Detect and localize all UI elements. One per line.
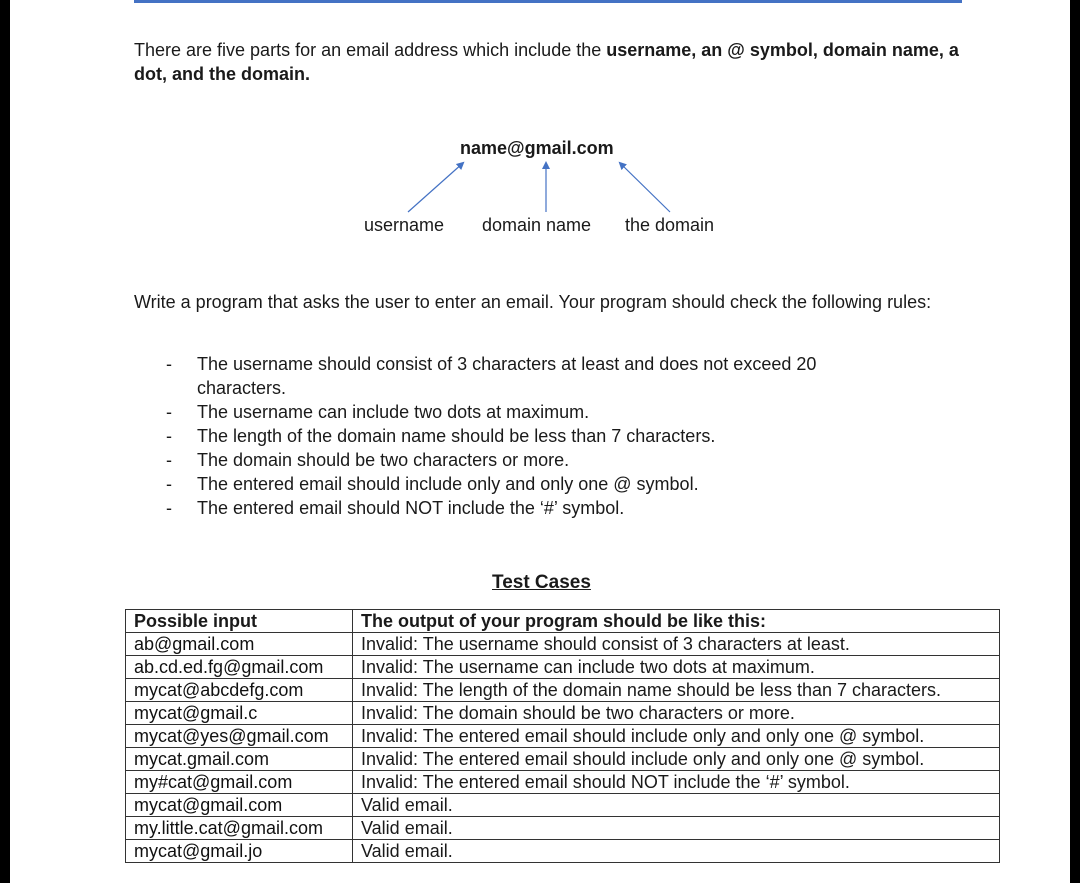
table-row: [126, 633, 1000, 656]
table-row: [126, 840, 1000, 863]
test-cases-title: Test Cases: [492, 572, 591, 593]
task-paragraph: Write a program that asks the user to enter an email. Your program should check the following rules:: [134, 292, 932, 312]
output-cell: Valid email.: [353, 794, 1000, 817]
header-rule: [134, 0, 962, 3]
input-cell: my.little.cat@gmail.com: [126, 817, 353, 840]
rule-text: The username can include two dots at maximum.: [197, 402, 590, 422]
rule-bullet: -: [166, 474, 172, 494]
table-header-row: [126, 610, 1000, 633]
output-cell: Invalid: The username should consist of 3 characters at least.: [353, 633, 1000, 656]
label-username: username: [364, 215, 445, 235]
input-cell: ab@gmail.com: [126, 633, 353, 656]
rule-item: [160, 400, 880, 424]
table-row: [126, 679, 1000, 702]
header-program-output: The output of your program should be like this:: [353, 610, 1000, 633]
rule-bullet: -: [166, 354, 172, 374]
table-row: [126, 817, 1000, 840]
right-border: [1070, 0, 1080, 883]
output-cell: Invalid: The username can include two dots at maximum.: [353, 656, 1000, 679]
table-row: [126, 771, 1000, 794]
rule-text: The length of the domain name should be less than 7 characters.: [197, 426, 716, 446]
intro-bold-parts: username, an @ symbol, domain name, a dot, and the domain.: [134, 40, 959, 84]
output-cell: Valid email.: [353, 840, 1000, 863]
rule-text: The entered email should include only and only one @ symbol.: [197, 474, 699, 494]
output-cell: Invalid: The entered email should NOT include the ‘#’ symbol.: [353, 771, 1000, 794]
input-cell: mycat@gmail.com: [126, 794, 353, 817]
input-cell: ab.cd.ed.fg@gmail.com: [126, 656, 353, 679]
output-cell: Valid email.: [353, 817, 1000, 840]
rule-text: The entered email should NOT include the ‘#’ symbol.: [197, 498, 625, 518]
output-cell: Invalid: The entered email should include only and only one @ symbol.: [353, 748, 1000, 771]
intro-text: There are five parts for an email address which include the: [134, 40, 607, 60]
output-cell: Invalid: The length of the domain name should be less than 7 characters.: [353, 679, 1000, 702]
table-row: [126, 702, 1000, 725]
input-cell: mycat@gmail.jo: [126, 840, 353, 863]
intro-paragraph: [134, 38, 964, 86]
rule-bullet: -: [166, 450, 172, 470]
output-cell: Invalid: The domain should be two characters or more.: [353, 702, 1000, 725]
rule-bullet: -: [166, 498, 172, 518]
input-cell: mycat@abcdefg.com: [126, 679, 353, 702]
rule-bullet: -: [166, 426, 172, 446]
rule-item: [160, 472, 880, 496]
label-the-domain: the domain: [625, 215, 715, 235]
arrow-the-domain: [620, 163, 670, 212]
test-cases-table: [125, 609, 1000, 863]
input-cell: mycat@gmail.c: [126, 702, 353, 725]
rule-text: The username should consist of 3 characters at least and does not exceed 20 characters.: [197, 354, 817, 398]
header-possible-input: Possible input: [126, 610, 353, 633]
input-cell: my#cat@gmail.com: [126, 771, 353, 794]
table-row: [126, 748, 1000, 771]
arrow-username: [408, 163, 463, 212]
table-row: [126, 656, 1000, 679]
rule-item: [160, 448, 880, 472]
rules-list: [160, 352, 880, 520]
rule-item: [160, 352, 880, 400]
left-border: [0, 0, 10, 883]
table-row: [126, 794, 1000, 817]
rule-text: The domain should be two characters or more.: [197, 450, 570, 470]
output-cell: Invalid: The entered email should include only and only one @ symbol.: [353, 725, 1000, 748]
rule-bullet: -: [166, 402, 172, 422]
label-domain-name: domain name: [482, 215, 592, 235]
rule-item: [160, 424, 880, 448]
example-email: name@gmail.com: [460, 138, 614, 158]
rule-item: [160, 496, 880, 520]
input-cell: mycat.gmail.com: [126, 748, 353, 771]
input-cell: mycat@yes@gmail.com: [126, 725, 353, 748]
table-row: [126, 725, 1000, 748]
